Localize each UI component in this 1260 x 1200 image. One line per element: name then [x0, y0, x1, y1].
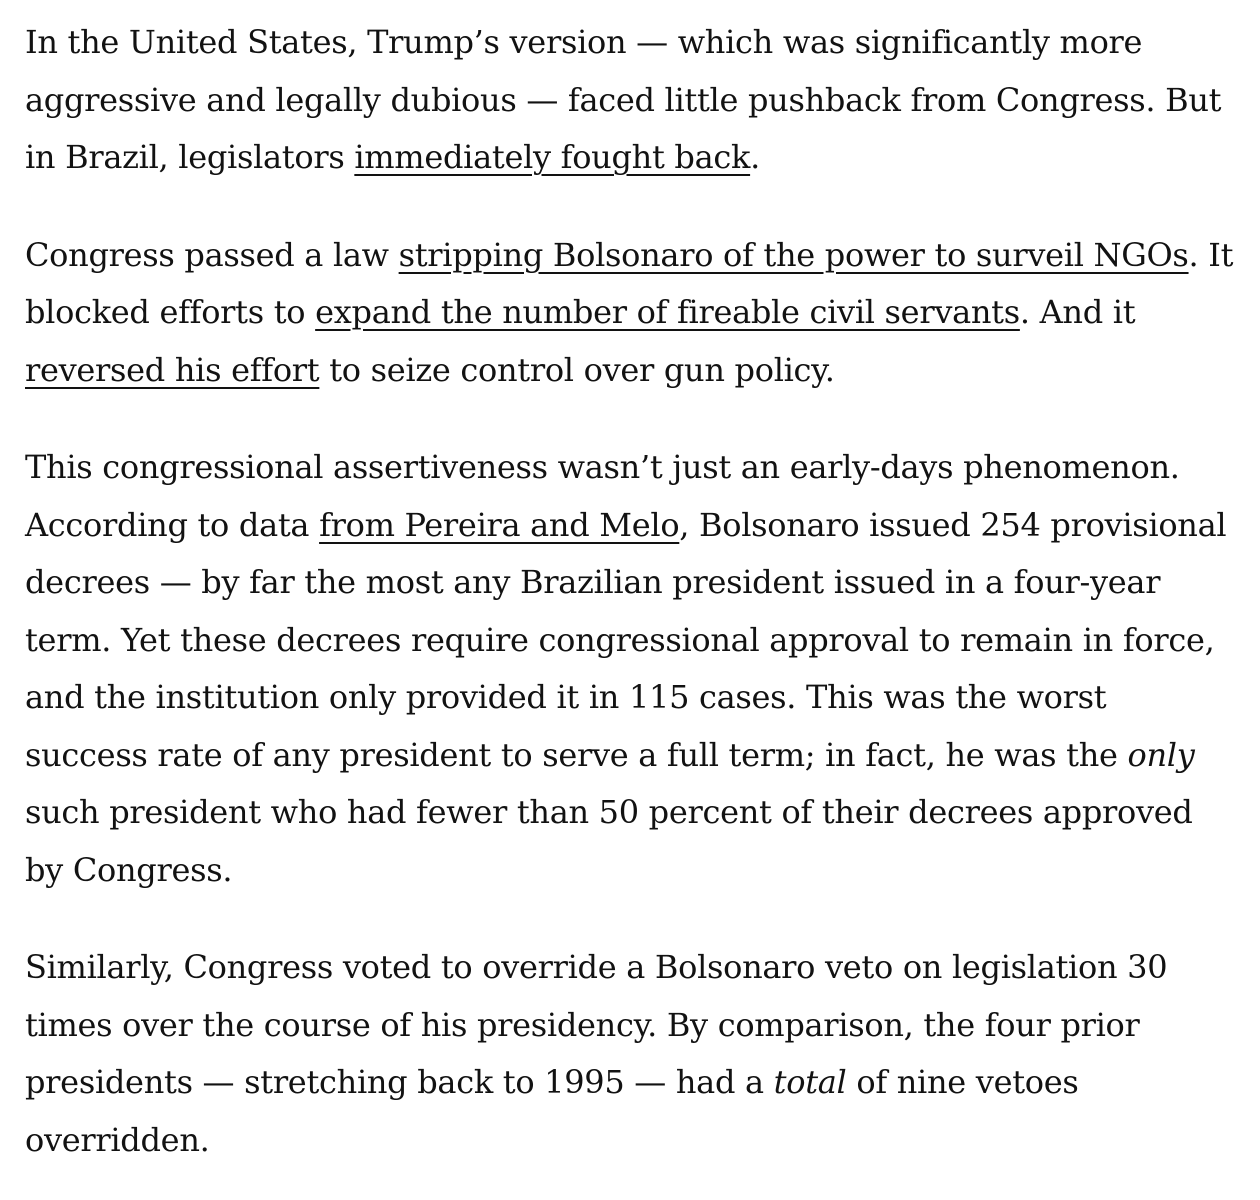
emphasis-only: only: [1127, 735, 1195, 774]
paragraph-text: Congress passed a law: [25, 235, 399, 274]
paragraph-text: .: [750, 138, 760, 176]
article-body: [25, 14, 1236, 1169]
link-reversed-his-effort[interactable]: reversed his effort: [25, 350, 320, 389]
paragraph-1: [25, 14, 1236, 187]
paragraph-text: This congressional assertiveness wasn’t just an early-days phenomenon. According to data: [25, 448, 1180, 544]
paragraph-text: of nine vetoes overridden.: [25, 1063, 1079, 1159]
link-immediately-fought-back[interactable]: immediately fought back: [354, 138, 751, 176]
paragraph-text: to seize control over gun policy.: [319, 350, 835, 389]
link-stripping-bolsonaro-power[interactable]: stripping Bolsonaro of the power to surveil NGOs: [398, 235, 1189, 274]
emphasis-total: total: [773, 1063, 847, 1101]
link-expand-fireable-civil-servants[interactable]: expand the number of fireable civil servants: [315, 293, 1020, 331]
paragraph-4: [25, 939, 1236, 1169]
paragraph-text: such president who had fewer than 50 percent of their decrees approved by Congress.: [25, 793, 1193, 889]
paragraph-2: [25, 227, 1236, 400]
paragraph-text: , Bolsonaro issued 254 provisional decrees — by far the most any Brazilian president issued in a four-year term. Yet these decrees require congressional approval to remain in force, and the institution only provided it in 115 cases. This was the worst success rate of any president to serve a full term; in fact, he was the: [25, 505, 1227, 774]
paragraph-3: [25, 439, 1236, 899]
link-from-pereira-and-melo[interactable]: from Pereira and Melo: [319, 505, 680, 544]
paragraph-text: . It blocked efforts to: [25, 235, 1234, 331]
paragraph-text: In the United States, Trump’s version — which was significantly more aggressive and legally dubious — faced little pushback from Congress. But in Brazil, legislators: [25, 23, 1222, 176]
paragraph-text: . And it: [1019, 293, 1136, 331]
paragraph-text: Similarly, Congress voted to override a Bolsonaro veto on legislation 30 times over the course of his presidency. By comparison, the four prior presidents — stretching back to 1995 — had a: [25, 948, 1168, 1101]
